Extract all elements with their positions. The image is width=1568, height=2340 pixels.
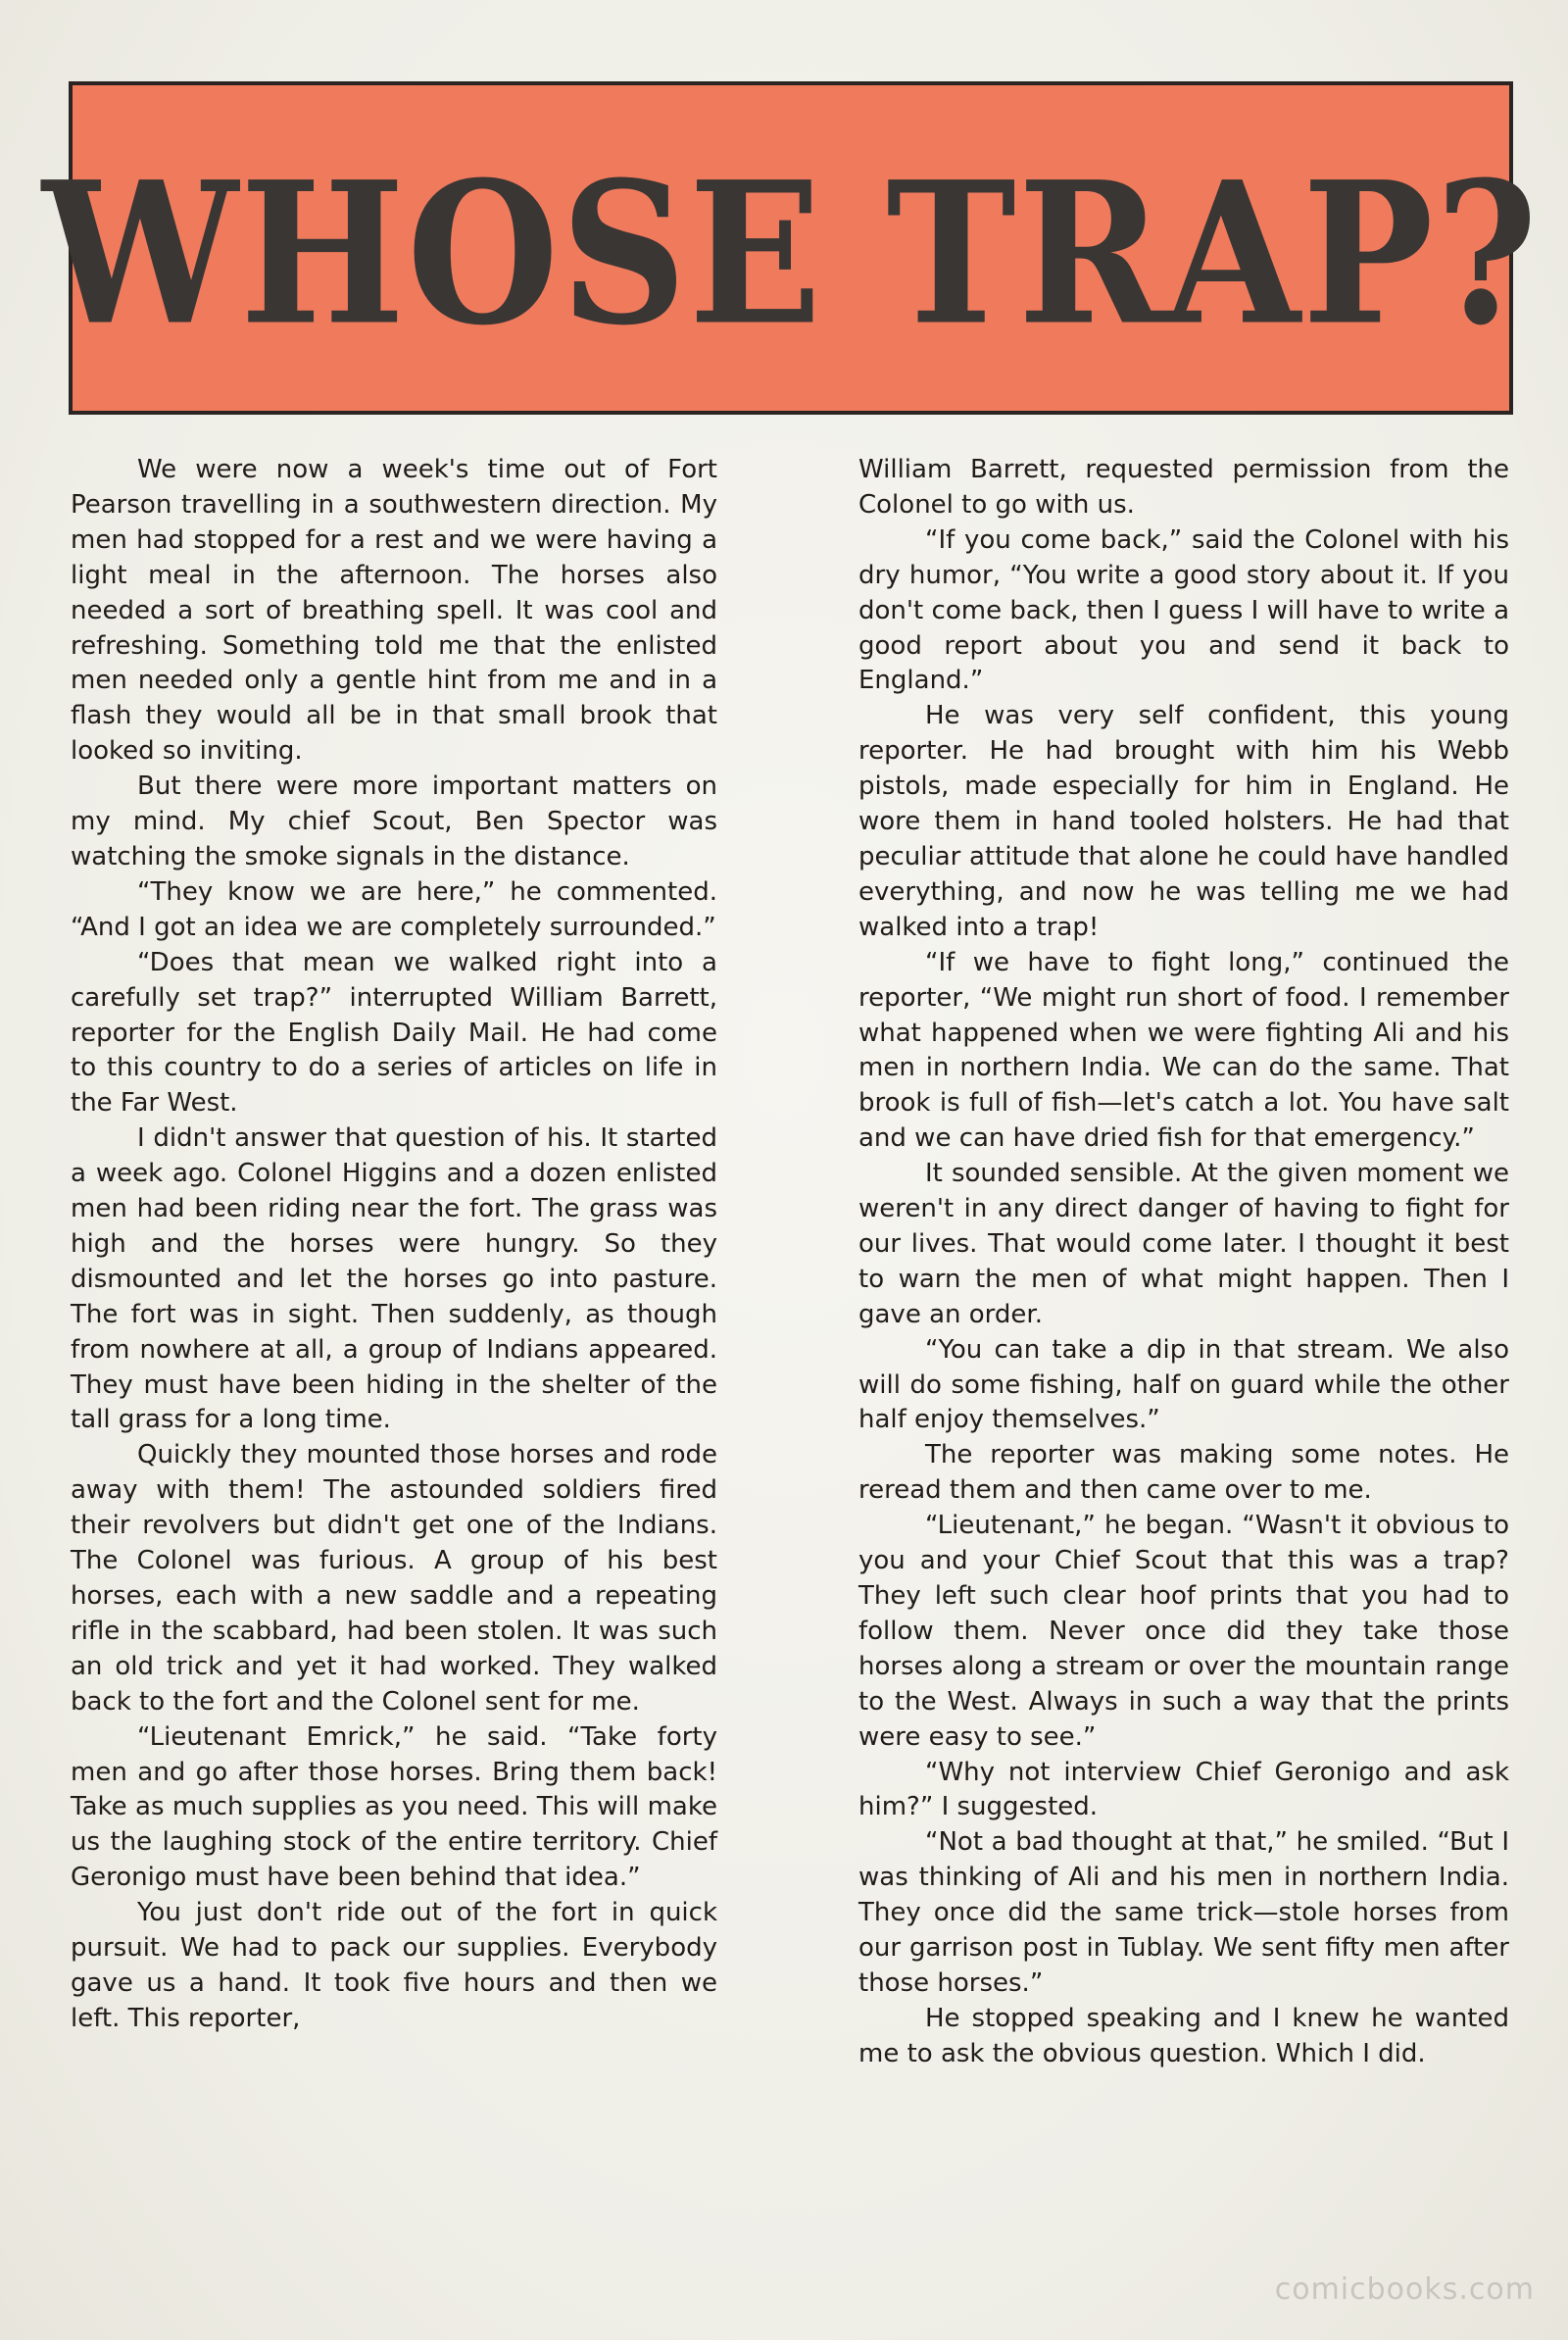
paragraph: “Does that mean we walked right into a carefully set trap?” interrupted William Barrett, reporter for the English Daily Mail. He had come to this country to do a series of articles on life in the Far West. — [71, 947, 717, 1119]
paragraph: It sounded sensible. At the given moment we weren't in any direct danger of having to fight for our lives. That would come later. I thought it best to warn the men of what might happen. Then I gave an order. — [858, 1159, 1509, 1329]
paragraph: “Why not interview Chief Geronigo and ask him?” I suggested. — [858, 1757, 1509, 1822]
paragraph: We were now a week's time out of Fort Pearson travelling in a southwestern direction. My men had stopped for a rest and we were having a light meal in the afternoon. The horses also needed a sort of breathing spell. It was cool and refreshing. Something told me that the enlisted men needed only a gentle hint from me and in a flash they would all be in that small brook that looked so inviting. — [71, 455, 717, 767]
paragraph: “They know we are here,” he commented. “And I got an idea we are completely surrounded.” — [71, 876, 717, 942]
watermark: comicbooks.com — [1274, 2272, 1535, 2307]
paragraph: “Not a bad thought at that,” he smiled. “But I was thinking of Ali and his men in northern India. They once did the same trick—stole horses from our garrison post in Tublay. We sent fifty men after those horses.” — [858, 1827, 1509, 1998]
paragraph: He was very self confident, this young reporter. He had brought with him his Webb pistols, made especially for him in England. He wore them in hand tooled holsters. He had that peculiar attitude that alone he could have handled everything, and now he was telling me we had walked into a trap! — [858, 701, 1509, 942]
paragraph: He stopped speaking and I knew he wanted me to ask the obvious question. Which I did. — [858, 2003, 1509, 2068]
story-title: WHOSE TRAP? — [42, 137, 1540, 369]
paragraph: “If you come back,” said the Colonel with his dry humor, “You write a good story about it. If you don't come back, then I guess I will have to write a good report about you and send it back to England.” — [858, 524, 1509, 696]
paragraph: Quickly they mounted those horses and rode away with them! The astounded soldiers fired their revolvers but didn't get one of the Indians. The Colonel was furious. A group of his best horses, each with a new saddle and a repeating rifle in the scabbard, had been stolen. It was such an old trick and yet it had worked. They walked back to the fort and the Colonel sent for me. — [71, 1440, 717, 1717]
paragraph: But there were more important matters on my mind. My chief Scout, Ben Spector was watching the smoke signals in the distance. — [71, 772, 717, 871]
paragraph: “Lieutenant,” he began. “Wasn't it obvious to you and your Chief Scout that this was a trap? They left such clear hoof prints that you had to follow them. Never once did they take those horses along a stream or over the mountain range to the West. Always in such a way that the prints were easy to see.” — [858, 1511, 1509, 1752]
paragraph: The reporter was making some notes. He reread them and then came over to me. — [858, 1440, 1509, 1506]
title-banner — [42, 81, 1540, 415]
left-text-column — [71, 453, 717, 2037]
paragraph: You just don't ride out of the fort in quick pursuit. We had to pack our supplies. Everybody gave us a hand. It took five hours and then we left. This reporter, — [71, 1898, 717, 2033]
paragraph-continued: William Barrett, requested permission from the Colonel to go with us. — [858, 455, 1509, 520]
paragraph: “Lieutenant Emrick,” he said. “Take forty men and go after those horses. Bring them back! Take as much supplies as you need. This will make us the laughing stock of the entire territory. Chief Geronigo must have been behind that idea.” — [71, 1721, 717, 1893]
paragraph: “You can take a dip in that stream. We also will do some fishing, half on guard while the other half enjoy themselves.” — [858, 1334, 1509, 1435]
paragraph: “If we have to fight long,” continued the reporter, “We might run short of food. I remember what happened when we were fighting Ali and his men in northern India. We can do the same. That brook is full of fish—let's catch a lot. You have salt and we can have dried fish for that emergency.” — [858, 947, 1509, 1154]
paragraph: I didn't answer that question of his. It started a week ago. Colonel Higgins and a dozen enlisted men had been riding near the fort. The grass was high and the horses were hungry. So they dismounted and let the horses go into pasture. The fort was in sight. Then suddenly, as though from nowhere at all, a group of Indians appeared. They must have been hiding in the shelter of the tall grass for a long time. — [71, 1123, 717, 1435]
right-text-column — [858, 453, 1509, 2072]
